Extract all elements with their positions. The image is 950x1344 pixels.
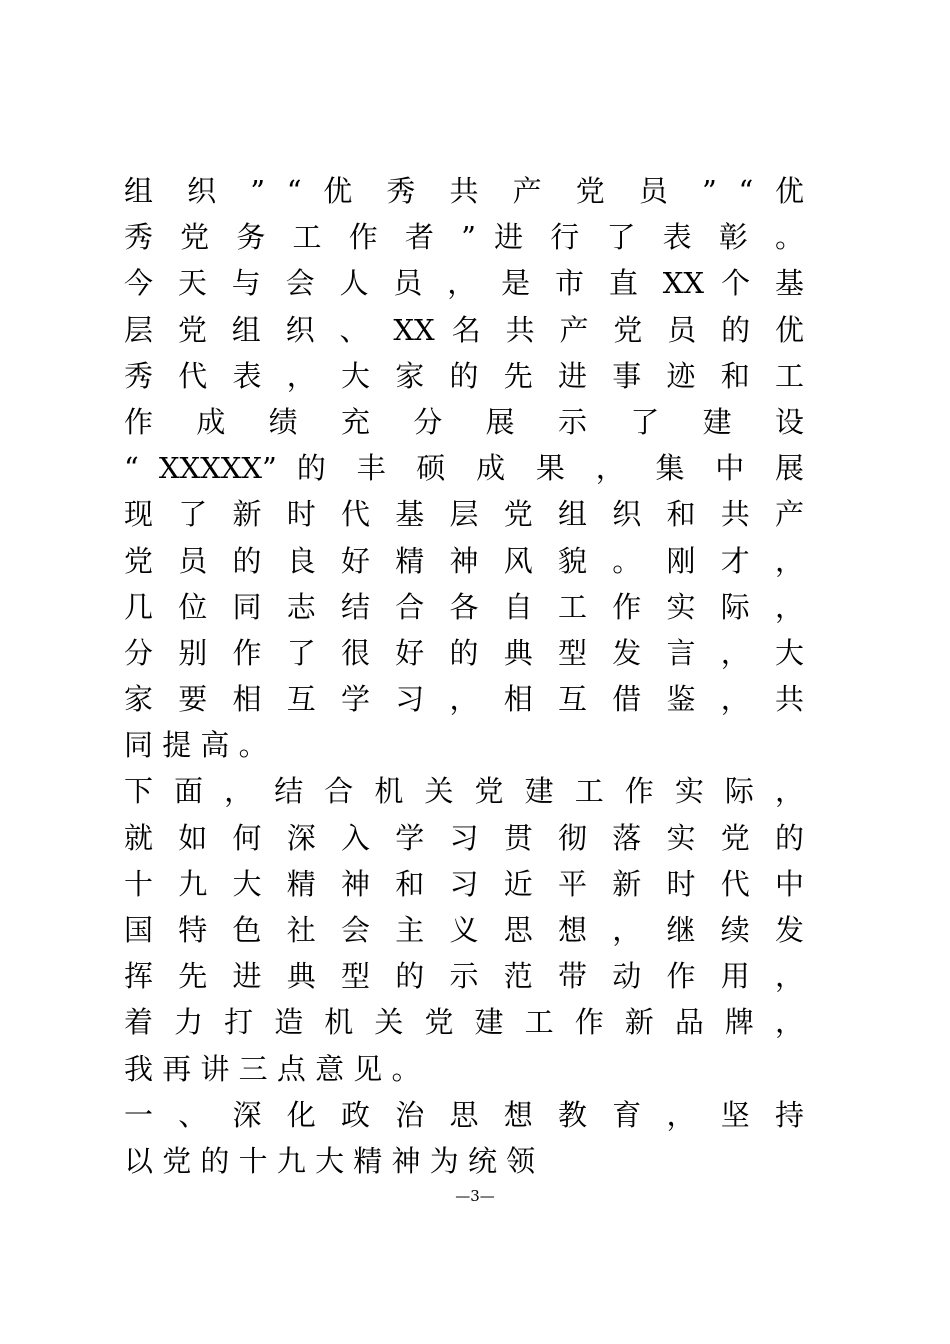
text-line: 现 了 新 时 代 基 层 党 组 织 和 共 产 <box>124 497 804 532</box>
text-line: 同 提 高 。 <box>124 728 268 763</box>
text-line: “ XXXXX” 的 丰 硕 成 果 ， 集 中 展 <box>124 451 804 486</box>
text-line: 分 别 作 了 很 好 的 典 型 发 言 ， 大 <box>124 635 804 670</box>
text-line: 几 位 同 志 结 合 各 自 工 作 实 际 ， <box>124 589 804 624</box>
text-line: 家 要 相 互 学 习 ， 相 互 借 鉴 ， 共 <box>124 682 804 717</box>
text-line: 着 力 打 造 机 关 党 建 工 作 新 品 牌 ， <box>124 1005 804 1040</box>
text-line: 秀 代 表 ， 大 家 的 先 进 事 迹 和 工 <box>124 358 804 393</box>
text-line: 秀 党 务 工 作 者 ” 进 行 了 表 彰 。 <box>124 220 804 255</box>
text-line: 挥 先 进 典 型 的 示 范 带 动 作 用 ， <box>124 959 804 994</box>
text-line: 以 党 的 十 九 大 精 神 为 统 领 <box>124 1143 536 1178</box>
text-line: 我 再 讲 三 点 意 见 。 <box>124 1051 421 1086</box>
text-line: 今 天 与 会 人 员 ， 是 市 直 XX 个 基 <box>124 266 804 301</box>
text-line: 就 如 何 深 入 学 习 贯 彻 落 实 党 的 <box>124 820 804 855</box>
text-line: 国 特 色 社 会 主 义 思 想 ， 继 续 发 <box>124 913 804 947</box>
page-number: —3— <box>455 1187 495 1205</box>
text-line: 一 、 深 化 政 治 思 想 教 育 ， 坚 持 <box>124 1097 804 1132</box>
text-line: 组 织 ” “ 优 秀 共 产 党 员 ” “ 优 <box>124 174 804 208</box>
text-line: 下 面 ， 结 合 机 关 党 建 工 作 实 际 ， <box>124 774 804 809</box>
body-text <box>124 168 804 1184</box>
text-line: 作 成 绩 充 分 展 示 了 建 设 <box>124 404 804 439</box>
text-line: 层 党 组 织 、 XX 名 共 产 党 员 的 优 <box>124 312 804 347</box>
text-line: 党 员 的 良 好 精 神 风 貌 。 刚 才 ， <box>124 543 804 578</box>
text-line: 十 九 大 精 神 和 习 近 平 新 时 代 中 <box>124 866 804 901</box>
